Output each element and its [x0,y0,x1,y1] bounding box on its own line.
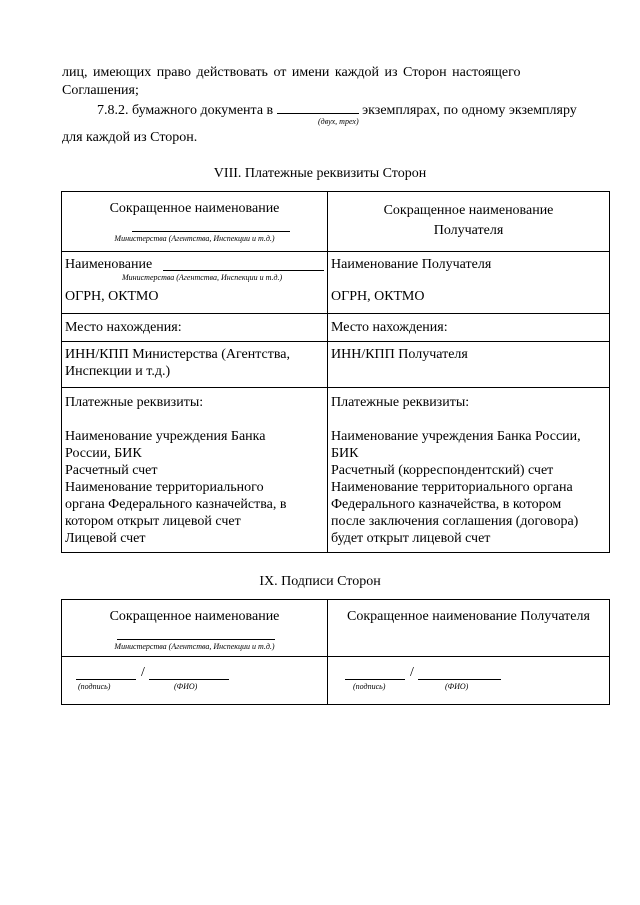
name-right-label: Наименование Получателя [331,257,492,272]
pay-left-line: котором открыт лицевой счет [65,514,241,529]
pay-left-line: Наименование учреждения Банка [65,429,266,444]
pay-right-line: после заключения соглашения (договора) [331,514,579,529]
inn-left-line-1: ИНН/КПП Министерства (Агентства, [65,347,291,362]
fio-hint-right: (ФИО) [445,682,469,691]
pay-right-line: Расчетный (корреспондентский) счет [331,463,554,478]
pay-left-line: органа Федерального казначейства, в [65,497,287,512]
intro-line-4: для каждой из Сторон. [62,130,198,145]
table-row [62,657,610,705]
sig-header-left-hint: Министерства (Агентства, Инспекции и т.д.) [114,642,275,651]
table-row [62,192,610,252]
name-left-hint: Министерства (Агентства, Инспекции и т.д.) [122,273,283,282]
fio-blank-right [418,679,501,680]
slash-left: / [141,665,145,680]
pay-left-line: Платежные реквизиты: [65,395,204,410]
table-row [62,342,610,388]
pay-right-line: будет открыт лицевой счет [331,531,491,546]
pay-right-cell [328,388,610,553]
copies-hint: (двух, трех) [318,117,359,126]
inn-right-cell [328,342,610,388]
signatures-table [61,599,610,705]
sig-header-right-label: Сокращенное наименование Получателя [347,609,590,624]
inn-left-cell [62,342,328,388]
sig-header-left-blank [117,639,275,640]
pay-right-line: БИК [331,446,359,461]
payment-details-table [61,191,610,553]
pay-right-line: Наименование учреждения Банка России, [331,429,581,444]
pay-right-line: Платежные реквизиты: [331,395,470,410]
pay-right-line: Федерального казначейства, в котором [331,497,562,512]
name-left-cell [62,252,328,314]
ogrn-left: ОГРН, ОКТМО [65,289,159,304]
slash-right: / [410,665,414,680]
sig-left-cell [62,657,328,705]
header-left-blank [132,231,290,232]
name-left-blank [163,270,324,271]
location-right-label: Место нахождения: [331,320,448,335]
intro-line-3-prefix: 7.8.2. бумажного документа в [97,103,274,118]
inn-right-label: ИНН/КПП Получателя [331,347,468,362]
pay-right-line: Наименование территориального органа [331,480,573,495]
header-right-label-2: Получателя [433,223,504,238]
name-left-label: Наименование [65,257,153,272]
intro-line-2: Соглашения; [62,83,139,98]
intro-line-3-suffix: экземплярах, по одному экземпляру [362,103,577,118]
sig-right-cell [328,657,610,705]
pay-left-cell [62,388,328,553]
location-right-cell [328,314,610,342]
sign-hint-right: (подпись) [353,682,386,691]
pay-left-line: России, БИК [65,446,142,461]
name-right-cell [328,252,610,314]
location-left-label: Место нахождения: [65,320,182,335]
sig-header-left-label: Сокращенное наименование [109,609,280,624]
section-9-title: IX. Подписи Сторон [259,574,381,589]
header-left-label: Сокращенное наименование [109,201,280,216]
signature-blank-left [76,679,136,680]
header-left-cell [62,192,328,252]
sig-header-left-cell [62,600,328,657]
fio-blank-left [149,679,229,680]
pay-left-line: Расчетный счет [65,463,158,478]
header-right-cell [328,192,610,252]
fio-hint-left: (ФИО) [174,682,198,691]
pay-left-line: Лицевой счет [65,531,146,546]
intro-line-1: лиц, имеющих право действовать от имени каждой из Сторон настоящего [62,65,521,80]
ogrn-right: ОГРН, ОКТМО [331,289,425,304]
table-row [62,252,610,314]
signature-blank-right [345,679,405,680]
table-row [62,388,610,553]
section-8-title: VIII. Платежные реквизиты Сторон [213,166,427,181]
location-left-cell [62,314,328,342]
header-left-hint: Министерства (Агентства, Инспекции и т.д.) [114,234,275,243]
copies-blank [277,100,359,114]
table-row [62,314,610,342]
inn-left-line-2: Инспекции и т.д.) [65,364,171,379]
sig-header-right-cell [328,600,610,657]
pay-left-line: Наименование территориального [65,480,264,495]
header-right-label-1: Сокращенное наименование [383,203,554,218]
table-row [62,600,610,657]
sign-hint-left: (подпись) [78,682,111,691]
